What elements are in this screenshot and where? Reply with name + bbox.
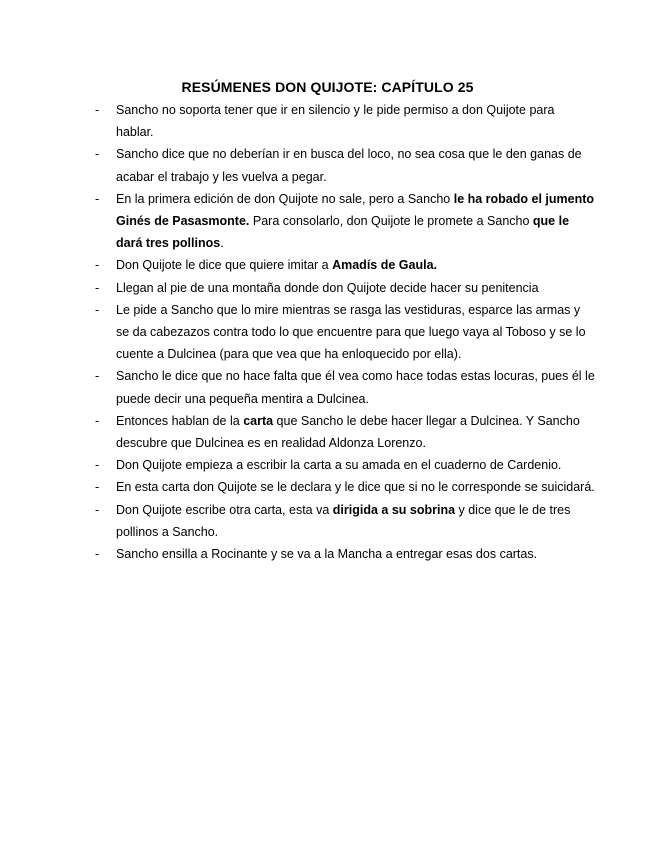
bullet-dash: - [95,280,100,295]
text-segment: y dice que le de tres pollinos a Sancho. [116,502,571,539]
text-segment: Para consolarlo, don Quijote le promete a Sancho [249,214,533,229]
list-item-text [116,103,554,139]
text-segment: Don Quijote le dice que quiere imitar a [116,258,333,273]
list-item [95,476,595,498]
bullet-dash: - [95,302,100,317]
bullet-dash: - [95,103,100,117]
text-segment: En esta carta don Quijote se le declara y le dice que si no le corresponde se suicidará. [116,480,595,495]
text-segment: Don Quijote empieza a escribir la carta a su amada en el cuaderno de Cardenio. [116,458,562,473]
list-item [95,365,595,409]
list-item-text [116,480,595,494]
list-item-text [116,369,595,405]
bullet-dash: - [95,147,100,162]
text-segment: Le pide a Sancho que lo mire mientras se rasga las vestiduras, esparce las armas y se da cabezazos contra todo lo que encuentre para que luego vaya al Toboso y se lo cuente a Dulcinea (para que vea que ha enloquecido por ella). [116,302,586,362]
list-item-text [116,503,570,539]
bullet-dash: - [95,369,100,384]
list-item [95,143,595,187]
text-segment: Sancho dice que no deberían ir en busca del loco, no sea cosa que le den ganas de acabar el trabajo y les vuelva a pegar. [116,147,582,184]
bullet-dash: - [95,480,100,495]
summary-list [95,99,595,565]
bullet-dash: - [95,458,100,473]
bullet-dash: - [95,258,100,273]
list-item [95,543,595,565]
list-item-text [116,192,594,250]
text-segment: que Sancho le debe hacer llegar a Dulcinea. Y Sancho descubre que Dulcinea es en realidad Aldonza Lorenzo. [116,413,580,451]
list-item [95,499,595,543]
list-item [95,254,595,276]
bold-text-segment: dirigida a su sobrina [332,502,456,517]
bold-text-segment: Amadís de Gaula. [332,258,437,273]
text-segment: Entonces hablan de la [116,413,244,428]
text-segment: Don Quijote escribe otra carta, esta va [116,502,333,517]
text-segment: Sancho ensilla a Rocinante y se va a la Mancha a entregar esas dos cartas. [116,547,538,562]
bold-text-segment: que le dará tres pollinos [116,214,570,251]
list-item-text [116,458,561,472]
text-segment: En la primera edición de don Quijote no sale, pero a Sancho [116,191,454,206]
bullet-dash: - [95,502,100,517]
text-segment: Sancho no soporta tener que ir en silencio y le pide permiso a don Quijote para hablar. [116,103,555,140]
page-title: RESÚMENES DON QUIJOTE: CAPÍTULO 25 [181,79,474,95]
bullet-dash: - [95,413,100,428]
text-segment: . [220,236,224,251]
bullet-dash: - [95,191,100,206]
bold-text-segment: le ha robado el jumento Ginés de Pasasmonte. [116,191,595,229]
list-item-text [116,303,586,361]
list-item [95,99,595,143]
text-segment: Llegan al pie de una montaña donde don Quijote decide hacer su penitencia [116,280,539,295]
text-segment: Sancho le dice que no hace falta que él vea como hace todas estas locuras, pues él le puede decir una pequeña mentira a Dulcinea. [116,369,595,406]
bullet-dash: - [95,547,100,562]
list-item [95,454,595,476]
list-item [95,277,595,299]
list-item-text [116,547,537,561]
list-item [95,188,595,255]
list-item-text [116,281,539,295]
list-item-text [116,147,582,183]
list-item-text [116,258,437,272]
list-item [95,299,595,366]
list-item-text [116,414,580,450]
list-item [95,410,595,454]
bold-text-segment: carta [243,413,274,428]
